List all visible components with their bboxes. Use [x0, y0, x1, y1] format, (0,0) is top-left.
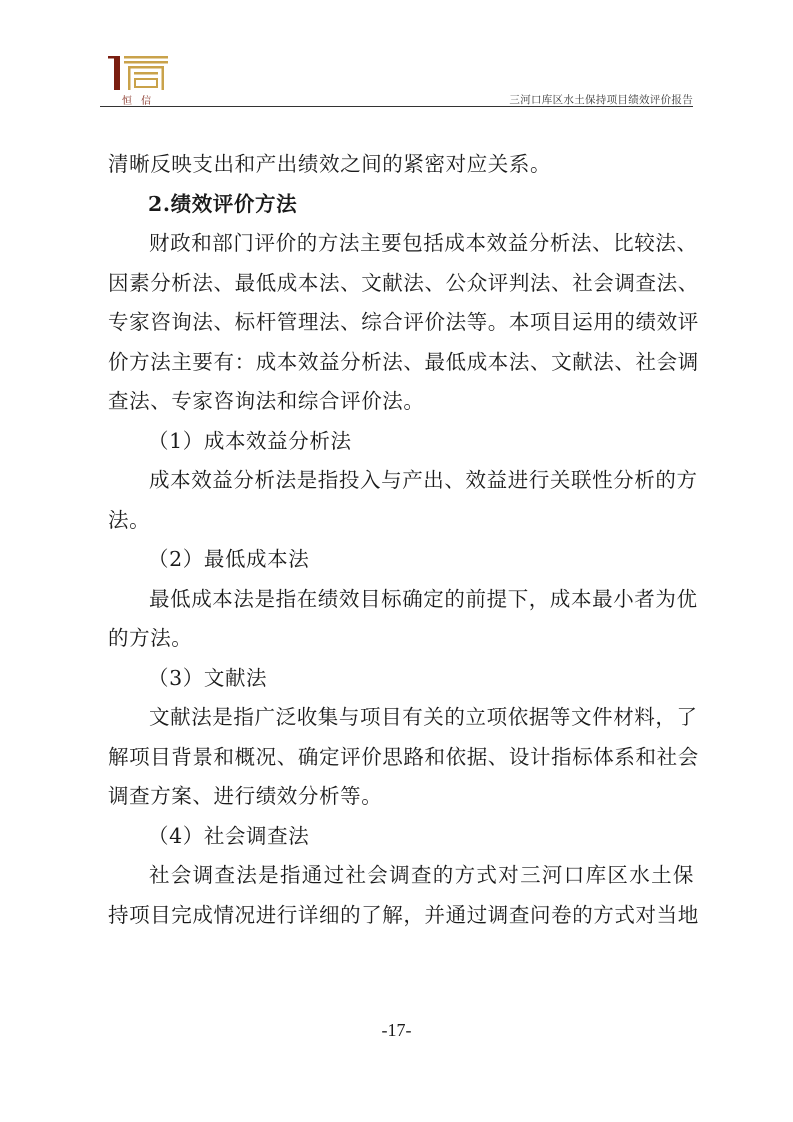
section-heading: 2.绩效评价方法 [148, 191, 298, 216]
subsection-heading: （2）最低成本法 [148, 547, 310, 571]
report-title: 三河口库区水土保持项目绩效评价报告 [509, 94, 693, 106]
paragraph-line: 清晰反映支出和产出绩效之间的紧密对应关系。 [108, 152, 552, 176]
header-divider [100, 106, 693, 107]
company-logo [106, 52, 170, 106]
paragraph-line: 因素分析法、最低成本法、文献法、公众评判法、社会调查法、 [108, 270, 699, 295]
logo-text: 恒 信 [122, 96, 155, 107]
paragraph-line: 的方法。 [108, 626, 193, 650]
paragraph-line: 社会调查法是指通过社会调查的方式对三河口库区水土保 [149, 863, 694, 887]
logo-mark-icon [106, 52, 170, 94]
page-number: -17- [381, 1020, 412, 1040]
paragraph-line: 财政和部门评价的方法主要包括成本效益分析法、比较法、 [149, 231, 698, 255]
paragraph-line: 价方法主要有：成本效益分析法、最低成本法、文献法、社会调 [108, 349, 699, 374]
subsection-heading: （1）成本效益分析法 [148, 428, 352, 453]
subsection-heading: （4）社会调查法 [148, 823, 310, 848]
document-body [108, 145, 699, 935]
subsection-heading: （3）文献法 [148, 665, 268, 690]
paragraph-line: 法。 [108, 507, 151, 532]
paragraph-line: 解项目背景和概况、确定评价思路和依据、设计指标体系和社会 [108, 744, 699, 769]
paragraph-line: 持项目完成情况进行详细的了解，并通过调查问卷的方式对当地 [108, 902, 699, 927]
paragraph-line: 调查方案、进行绩效分析等。 [108, 784, 383, 808]
paragraph-line: 最低成本法是指在绩效目标确定的前提下，成本最小者为优 [149, 586, 698, 611]
paragraph-line: 查法、专家咨询法和综合评价法。 [108, 389, 425, 413]
paragraph-line: 专家咨询法、标杆管理法、综合评价法等。本项目运用的绩效评 [108, 310, 699, 334]
paragraph-line: 成本效益分析法是指投入与产出、效益进行关联性分析的方 [149, 468, 698, 492]
paragraph-line: 文献法是指广泛收集与项目有关的立项依据等文件材料，了 [149, 705, 698, 729]
page-header [100, 52, 693, 106]
